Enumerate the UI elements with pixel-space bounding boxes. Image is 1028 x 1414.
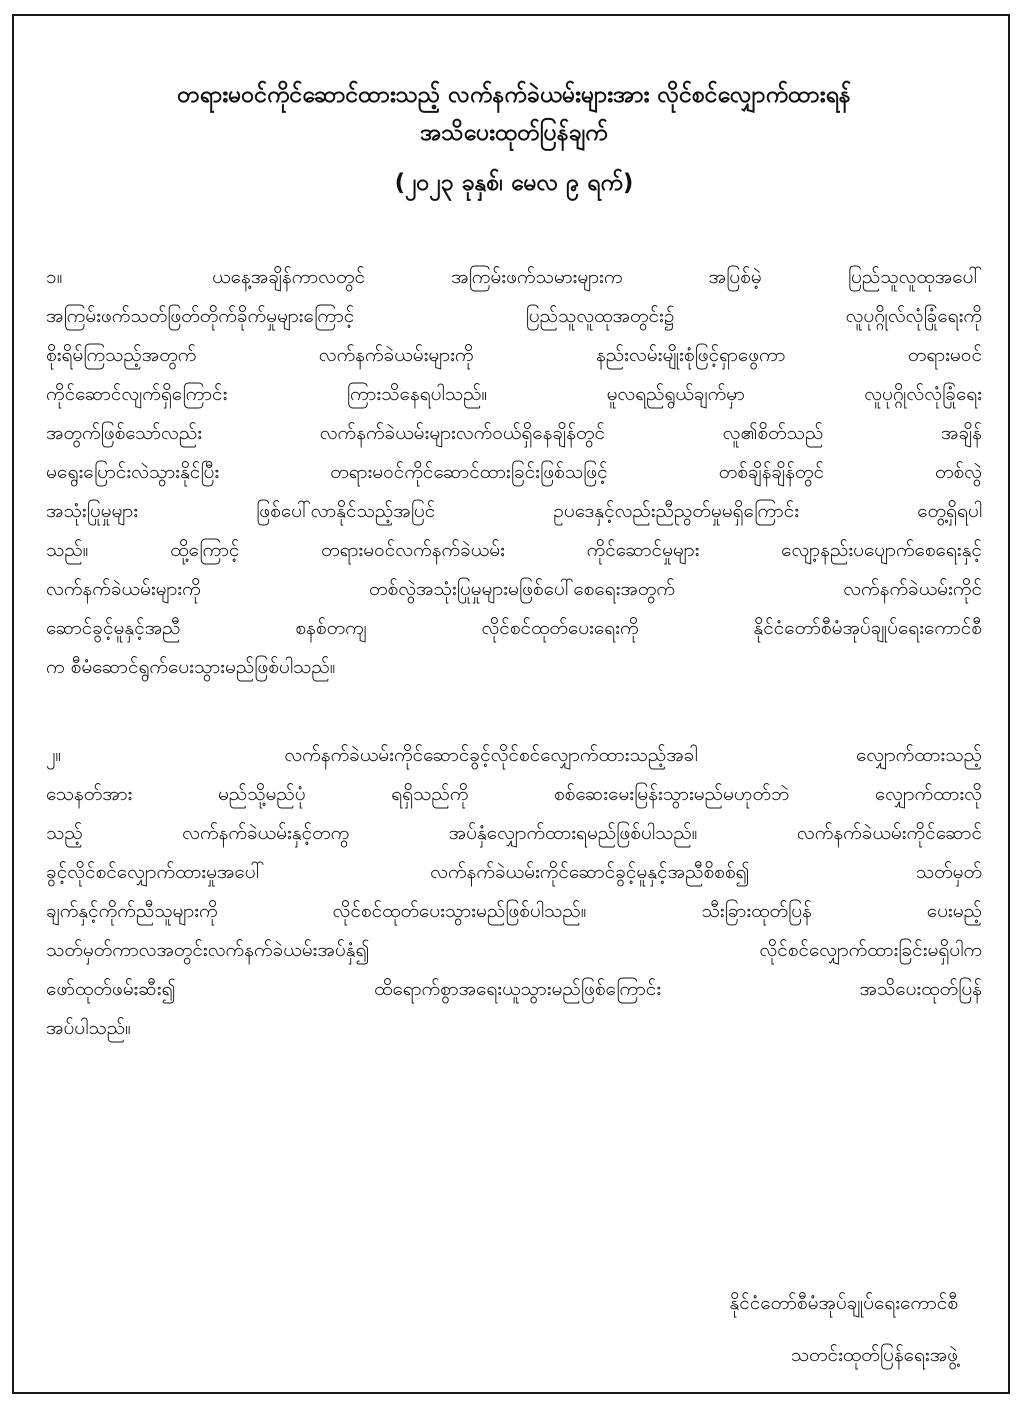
word: အကြမ်းဖက်သတ်ဖြတ်တိုက်ခိုက်မှုများကြောင့် (46, 305, 355, 327)
paragraph-line (46, 970, 982, 1009)
paragraph-line (46, 414, 982, 453)
word: သေနတ်အား (46, 783, 133, 805)
word: တရားမဝင် (907, 344, 982, 366)
paragraph-line (46, 814, 982, 853)
word: ခွင့်လိုင်စင်လျှောက်ထားမှုအပေါ် (46, 861, 265, 883)
word: အသိပေးထုတ်ပြန် (859, 978, 982, 1000)
word: အတွက်ဖြစ်သော်လည်း (46, 422, 203, 444)
word: လိုင်စင်လျှောက်ထားခြင်းမရှိပါက (759, 939, 982, 961)
word: က (46, 656, 65, 678)
word: လျှောက်ထားလို (874, 783, 982, 805)
word: လိုင်စင်ထုတ်ပေးသွားမည်ဖြစ်ပါသည်။ (332, 900, 587, 922)
paragraph-line (46, 297, 982, 336)
word: စနစ်တကျ (295, 617, 367, 639)
word: ထိရောက်စွာအရေးယူသွားမည်ဖြစ်ကြောင်း (374, 978, 662, 1000)
word: လက်နက်ခဲယမ်းကိုင်ဆောင် (796, 822, 982, 844)
word: လက်နက်ခဲယမ်းကိုင်ဆောင်ခွင့်မူနှင့်အညီစိစစ်၍ (430, 861, 750, 883)
word: ကြားသိနေရပါသည်။ (346, 383, 488, 405)
paragraph-2 (46, 736, 982, 1048)
word: လျှောက်ထားသည့် (855, 744, 982, 766)
word: ထို့ကြောင့် (170, 539, 240, 561)
word: ပေးမည့် (926, 900, 982, 922)
paragraph-line (46, 775, 982, 814)
title-block (40, 78, 988, 200)
word: ကိုင်ဆောင်မှုများ (586, 539, 700, 561)
word: သီးခြားထုတ်ပြန် (701, 900, 812, 922)
word: လက်နက်ခဲယမ်းများကို (46, 578, 201, 600)
word: သတ်မှတ် (915, 861, 982, 883)
word: နိုင်ငံတော်စီမံအုပ်ချုပ်ရေးကောင်စီ (753, 617, 982, 639)
paragraph-line (46, 853, 982, 892)
signature-department: သတင်းထုတ်ပြန်ရေးအဖွဲ့ (790, 1344, 958, 1366)
paragraph-line (46, 531, 982, 570)
word: လိုင်စင်ထုတ်ပေးရေးကို (481, 617, 639, 639)
word: မူလရည်ရွယ်ချက်မှာ (606, 383, 745, 405)
word: သည့် (46, 822, 83, 844)
word: ချက်နှင့်ကိုက်ညီသူများကို (46, 900, 218, 922)
word: ဆောင်ခွင့်မူနှင့်အညီ (46, 617, 181, 639)
document-frame (12, 14, 1010, 1394)
word: ယနေ့အချိန်ကာလတွင် (212, 266, 365, 288)
word: ပြည်သူလူထုအတွင်း၌ (525, 305, 675, 327)
paragraph-line (46, 453, 982, 492)
word: အပြစ်မဲ့ (708, 266, 762, 288)
word: တစ်လွဲ (935, 461, 982, 483)
word: တရားမဝင်လက်နက်ခဲယမ်း (321, 539, 505, 561)
paragraph-number: ၁။ (46, 266, 63, 288)
paragraph-line (46, 375, 982, 414)
word: အချိန် (941, 422, 982, 444)
word: တွေ့ရှိရပါ (917, 500, 982, 522)
word: ဥပဒေနှင့်လည်းညီညွတ်မှုမရှိကြောင်း (553, 500, 800, 522)
word: လက်နက်ခဲယမ်းနှင့်တကွ (182, 822, 350, 844)
word: လျော့နည်းပပျောက်စေရေးနှင့် (781, 539, 982, 561)
word: တစ်လွဲအသုံးပြုမှုများမဖြစ်ပေါ်စေရေးအတွက် (369, 578, 675, 600)
paragraph-line (46, 736, 982, 775)
document-date: (၂၀၂၃ ခုနှစ်၊ မေလ ၉ ရက်) (394, 170, 634, 196)
word: နည်းလမ်းမျိုးစုံဖြင့်ရှာဖွေကာ (595, 344, 786, 366)
title-line-2: အသိပေးထုတ်ပြန်ချက် (420, 120, 608, 146)
word: လူပုဂ္ဂိုလ်လုံခြုံရေးကို (845, 305, 982, 327)
paragraph-line (46, 1009, 982, 1048)
word: ပြည်သူလူထုအပေါ် (847, 266, 982, 288)
title-line-1: တရားမဝင်ကိုင်ဆောင်ထားသည့် လက်နက်ခဲယမ်းများအား လိုင်စင်လျှောက်ထားရန် (177, 82, 851, 108)
word: မည်သို့မည်ပုံ (217, 783, 306, 805)
paragraph-line (46, 492, 982, 531)
word: အပ်ပါသည်။ (46, 1017, 131, 1039)
word: လက်နက်ခဲယမ်းကိုင်ဆောင်ခွင့်လိုင်စင်လျှောက်ထားသည့်အခါ (284, 744, 698, 766)
word: ရရှိသည်ကို (391, 783, 469, 805)
word: လက်နက်ခဲယမ်းများလက်ဝယ်ရှိနေချိန်တွင် (319, 422, 605, 444)
word: သတ်မှတ်ကာလအတွင်းလက်နက်ခဲယမ်းအပ်နှံ၍ (46, 939, 370, 961)
paragraph-line (46, 570, 982, 609)
word: ကိုင်ဆောင်လျက်ရှိကြောင်း (46, 383, 228, 405)
word: အပ်နှံလျှောက်ထားရမည်ဖြစ်ပါသည်။ (448, 822, 698, 844)
word: လူ၏စိတ်သည် (722, 422, 824, 444)
paragraph-line (46, 892, 982, 931)
word: အကြမ်းဖက်သမားများက (451, 266, 623, 288)
paragraph-line (46, 336, 982, 375)
word: ဖြစ်ပေါ်လာနိုင်သည့်အပြင် (256, 500, 436, 522)
paragraph-line (46, 258, 982, 297)
paragraph-line (46, 648, 982, 687)
paragraph-1 (46, 258, 982, 687)
word: မရွေးပြောင်းလဲသွားနိုင်ပြီး (46, 461, 220, 483)
word: လက်နက်ခဲယမ်းကိုင် (843, 578, 982, 600)
paragraph-line (46, 609, 982, 648)
word: တစ်ချိန်ချိန်တွင် (718, 461, 824, 483)
paragraph-line (46, 931, 982, 970)
word: ဖော်ထုတ်ဖမ်းဆီး၍ (46, 978, 176, 1000)
signature-issuer: နိုင်ငံတော်စီမံအုပ်ချုပ်ရေးကောင်စီ (729, 1292, 958, 1314)
word: လက်နက်ခဲယမ်းများကို (318, 344, 474, 366)
word: စိုးရိမ်ကြသည့်အတွက် (46, 344, 197, 366)
word: စီမံဆောင်ရွက်ပေးသွားမည်ဖြစ်ပါသည်။ (70, 656, 336, 678)
word: သည်။ (46, 539, 89, 561)
word: စစ်ဆေးမေးမြန်းသွားမည်မဟုတ်ဘဲ (553, 783, 790, 805)
paragraph-number: ၂။ (46, 744, 62, 766)
word: အသုံးပြုမှုများ (46, 500, 139, 522)
word: တရားမဝင်ကိုင်ဆောင်ထားခြင်းဖြစ်သဖြင့် (330, 461, 608, 483)
word: လူပုဂ္ဂိုလ်လုံခြုံရေး (864, 383, 982, 405)
